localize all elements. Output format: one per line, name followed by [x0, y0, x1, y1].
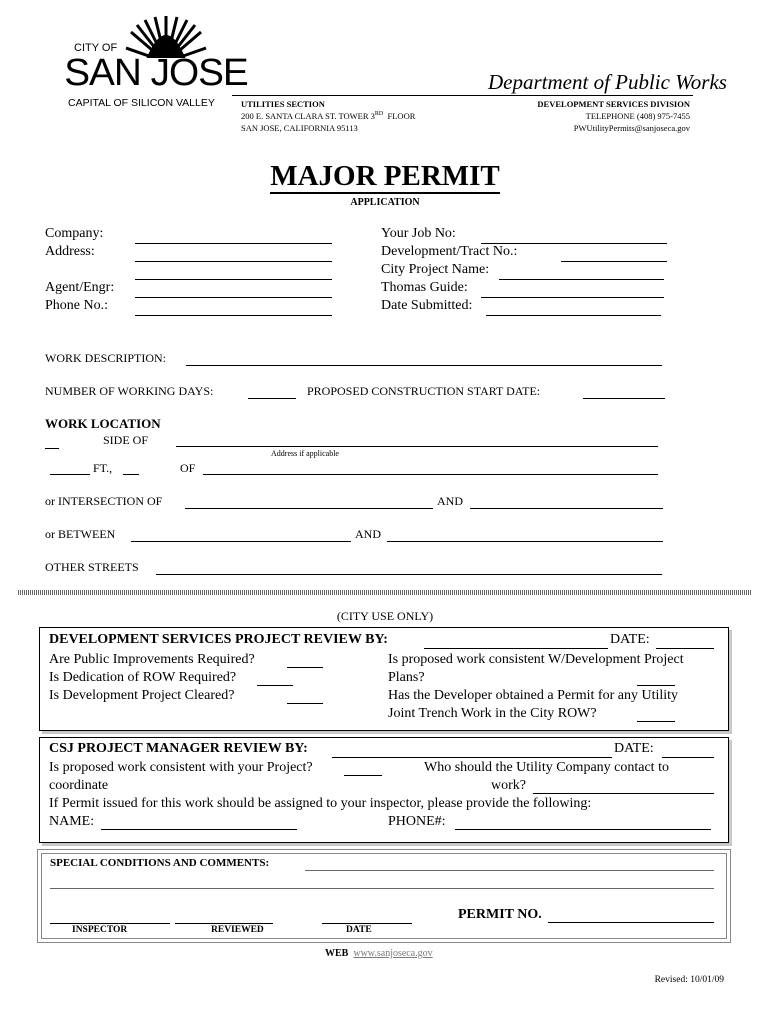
- intersection-field-1[interactable]: [185, 508, 433, 509]
- dev-q2-field[interactable]: [257, 685, 293, 686]
- revised-date: Revised: 10/01/09: [654, 975, 724, 985]
- other-streets-field[interactable]: [156, 574, 662, 575]
- csj-q2: Who should the Utility Company contact to: [424, 760, 669, 775]
- city-use-only: (CITY USE ONLY): [336, 609, 434, 623]
- tract-no-field[interactable]: [561, 261, 667, 262]
- page-subtitle: APPLICATION: [350, 197, 420, 208]
- of-label: OF: [180, 461, 196, 475]
- dev-q3-field[interactable]: [287, 703, 323, 704]
- between-and-label: AND: [355, 527, 381, 541]
- address-field[interactable]: [135, 261, 332, 262]
- agent-field[interactable]: [135, 297, 332, 298]
- company-field[interactable]: [135, 243, 332, 244]
- thomas-guide-label: Thomas Guide:: [381, 280, 468, 295]
- division: DEVELOPMENT SERVICES DIVISION: [537, 99, 690, 109]
- of-field[interactable]: [203, 474, 658, 475]
- inspector-field[interactable]: [50, 923, 170, 924]
- web-footer: [325, 948, 433, 959]
- date-submitted-label: Date Submitted:: [381, 298, 473, 313]
- reviewed-label: REVIEWED: [211, 925, 264, 935]
- agent-label: Agent/Engr:: [45, 280, 115, 295]
- work-description-field[interactable]: [186, 365, 662, 366]
- ft-direction-field[interactable]: [123, 474, 139, 475]
- dev-review-by-field[interactable]: [424, 648, 608, 649]
- start-date-field[interactable]: [583, 398, 665, 399]
- work-description-label: WORK DESCRIPTION:: [45, 351, 167, 365]
- address-field-2[interactable]: [135, 279, 332, 280]
- email: PWUtilityPermits@sanjoseca.gov: [573, 123, 690, 133]
- company-label: Company:: [45, 226, 104, 241]
- csj-contact-field[interactable]: [533, 793, 714, 794]
- csj-review-date-field[interactable]: [662, 757, 714, 758]
- thomas-guide-field[interactable]: [481, 297, 664, 298]
- address-line2: SAN JOSE, CALIFORNIA 95113: [241, 123, 358, 133]
- department-title: Department of Public Works: [488, 70, 727, 94]
- dev-q5-field[interactable]: [637, 721, 675, 722]
- csj-q1: Is proposed work consistent with your Project?: [49, 760, 313, 775]
- page-title: MAJOR PERMIT: [270, 160, 500, 192]
- dev-q4-field[interactable]: [637, 685, 675, 686]
- city-of-label: CITY OF: [74, 42, 118, 54]
- san-jose-wordmark: SAN JOSE: [64, 52, 248, 94]
- csj-work: work?: [491, 778, 526, 793]
- job-no-label: Your Job No:: [381, 226, 456, 241]
- intersection-field-2[interactable]: [470, 508, 663, 509]
- web-label: WEB: [325, 948, 349, 959]
- csj-phone-label: PHONE#:: [388, 814, 446, 829]
- csj-name-label: NAME:: [49, 814, 95, 829]
- dev-review-date-label: DATE:: [610, 632, 650, 647]
- working-days-field[interactable]: [248, 398, 296, 399]
- header-rule: [232, 95, 693, 96]
- city-project-label: City Project Name:: [381, 262, 490, 277]
- start-date-label: PROPOSED CONSTRUCTION START DATE:: [307, 384, 541, 398]
- special-field-1[interactable]: [305, 870, 714, 871]
- dev-review-heading: DEVELOPMENT SERVICES PROJECT REVIEW BY:: [49, 632, 388, 647]
- work-location-heading: WORK LOCATION: [45, 416, 161, 431]
- permit-no-field[interactable]: [548, 922, 714, 923]
- between-field-1[interactable]: [131, 541, 351, 542]
- city-project-field[interactable]: [499, 279, 664, 280]
- dev-review-date-field[interactable]: [656, 648, 714, 649]
- tagline: CAPITAL OF SILICON VALLEY: [68, 97, 215, 109]
- csj-coordinate: coordinate: [49, 778, 109, 793]
- intersection-label: or INTERSECTION OF: [45, 494, 163, 508]
- address-label: Address:: [45, 244, 95, 259]
- intersection-and-label: AND: [437, 494, 463, 508]
- reviewed-field[interactable]: [175, 923, 273, 924]
- other-streets-label: OTHER STREETS: [45, 560, 139, 574]
- ft-label: FT.,: [93, 461, 113, 475]
- csj-name-field[interactable]: [101, 829, 297, 830]
- side-of-label: SIDE OF: [103, 433, 149, 447]
- dev-q5: Has the Developer obtained a Permit for any Utility: [388, 688, 679, 703]
- permit-no-label: PERMIT NO.: [458, 907, 542, 922]
- dev-q4-plans: Plans?: [388, 670, 425, 685]
- inspector-label: INSPECTOR: [72, 925, 128, 935]
- phone-label: Phone No.:: [45, 298, 108, 313]
- telephone: TELEPHONE (408) 975-7455: [585, 111, 690, 121]
- date-field[interactable]: [322, 923, 412, 924]
- dev-q1: Are Public Improvements Required?: [49, 652, 255, 667]
- special-field-2[interactable]: [50, 888, 714, 889]
- between-label: or BETWEEN: [45, 527, 116, 541]
- tract-no-label: Development/Tract No.:: [381, 244, 518, 259]
- address-line1: 200 E. SANTA CLARA ST. TOWER 3RD FLOOR: [241, 111, 416, 121]
- web-link[interactable]: www.sanjoseca.gov: [353, 948, 433, 959]
- ft-field[interactable]: [50, 474, 90, 475]
- address-hint: Address if applicable: [271, 449, 339, 458]
- phone-field[interactable]: [135, 315, 332, 316]
- dev-q5-trench: Joint Trench Work in the City ROW?: [388, 706, 597, 721]
- date-submitted-field[interactable]: [486, 315, 661, 316]
- dev-q4: Is proposed work consistent W/Development Project: [388, 652, 684, 667]
- csj-review-heading: CSJ PROJECT MANAGER REVIEW BY:: [49, 741, 308, 756]
- side-direction-field[interactable]: [45, 448, 59, 449]
- working-days-label: NUMBER OF WORKING DAYS:: [45, 384, 214, 398]
- date-label: DATE: [346, 925, 372, 935]
- section-separator: [18, 590, 752, 595]
- special-heading: SPECIAL CONDITIONS AND COMMENTS:: [50, 857, 270, 869]
- csj-phone-field[interactable]: [455, 829, 711, 830]
- dev-q1-field[interactable]: [287, 667, 323, 668]
- dev-q3: Is Development Project Cleared?: [49, 688, 235, 703]
- dev-q2: Is Dedication of ROW Required?: [49, 670, 237, 685]
- csj-inspector-note: If Permit issued for this work should be assigned to your inspector, please provide the following:: [49, 796, 592, 811]
- csj-q1-field[interactable]: [344, 775, 382, 776]
- csj-review-by-field[interactable]: [332, 757, 612, 758]
- between-field-2[interactable]: [387, 541, 663, 542]
- csj-review-date-label: DATE:: [614, 741, 654, 756]
- side-of-field[interactable]: [176, 446, 658, 447]
- utilities-section: UTILITIES SECTION: [241, 99, 325, 109]
